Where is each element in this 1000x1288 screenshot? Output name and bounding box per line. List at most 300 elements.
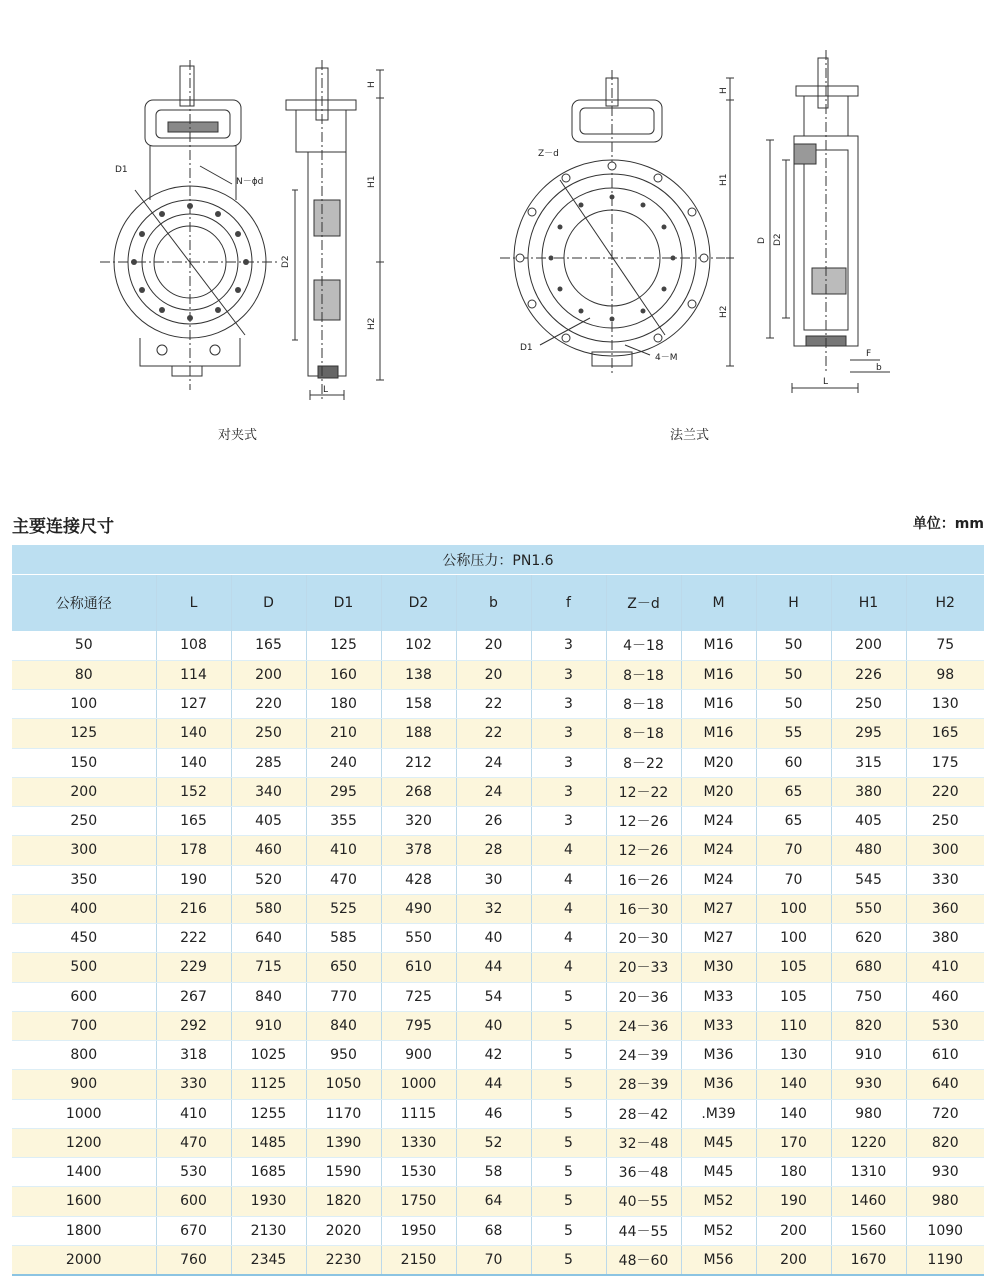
wafer-side-view [281,60,384,400]
table-cell: 180 [756,1158,831,1187]
table-cell: 40－55 [606,1187,681,1216]
table-cell: 5 [531,1099,606,1128]
table-cell: 428 [381,865,456,894]
table-cell: 1530 [381,1158,456,1187]
table-row [12,1011,984,1040]
table-row [12,1041,984,1070]
table-cell: 3 [531,631,606,660]
table-cell: 140 [756,1070,831,1099]
table-cell: 1000 [381,1070,456,1099]
table-cell: 26 [456,807,531,836]
column-header: b [456,575,531,632]
table-cell: 160 [306,660,381,689]
label-side-h1: H1 [367,175,377,188]
table-cell: 800 [12,1041,156,1070]
table-cell: 300 [906,836,984,865]
table-cell: 190 [156,865,231,894]
table-cell: 1190 [906,1245,984,1274]
table-cell: 355 [306,807,381,836]
table-cell: .M39 [681,1099,756,1128]
table-cell: 820 [831,1011,906,1040]
table-cell: 8－18 [606,690,681,719]
table-cell: 22 [456,690,531,719]
table-cell: 188 [381,719,456,748]
table-cell: 140 [756,1099,831,1128]
table-cell: 1255 [231,1099,306,1128]
table-cell: 250 [12,807,156,836]
table-cell: M27 [681,894,756,923]
table-cell: M56 [681,1245,756,1274]
table-cell: 760 [156,1245,231,1274]
table-cell: 200 [231,660,306,689]
table-cell: 16－30 [606,894,681,923]
table-cell: M36 [681,1041,756,1070]
column-header: D2 [381,575,456,632]
table-cell: 490 [381,894,456,923]
table-cell: 102 [381,631,456,660]
table-cell: 460 [231,836,306,865]
table-cell: 1820 [306,1187,381,1216]
table-cell: 4 [531,836,606,865]
label-flanged-d: D [757,237,767,244]
label-side-h: H [367,81,377,88]
label-n-phi-d: N－ϕd [236,177,264,187]
table-cell: 240 [306,748,381,777]
table-cell: M16 [681,631,756,660]
table-cell: 1600 [12,1187,156,1216]
table-cell: 820 [906,1128,984,1157]
table-cell: 158 [381,690,456,719]
table-cell: 350 [12,865,156,894]
table-cell: 36－48 [606,1158,681,1187]
table-cell: 55 [756,719,831,748]
table-cell: 44 [456,1070,531,1099]
table-cell: 40 [456,924,531,953]
table-cell: 220 [231,690,306,719]
column-header: 公称通径 [12,575,156,632]
table-cell: 140 [156,719,231,748]
table-cell: 20 [456,660,531,689]
table-cell: 212 [381,748,456,777]
table-cell: 360 [906,894,984,923]
table-cell: 980 [906,1187,984,1216]
column-header: H2 [906,575,984,632]
table-cell: 5 [531,1011,606,1040]
table-cell: 50 [756,690,831,719]
column-header: H [756,575,831,632]
column-header: D [231,575,306,632]
table-row [12,690,984,719]
table-cell: 3 [531,719,606,748]
table-cell: 2345 [231,1245,306,1274]
table-cell: 750 [831,982,906,1011]
table-cell: 410 [156,1099,231,1128]
table-cell: 1590 [306,1158,381,1187]
label-flanged-h: H [719,87,729,94]
table-cell: 98 [906,660,984,689]
table-cell: 5 [531,1128,606,1157]
table-row [12,1187,984,1216]
table-cell: 980 [831,1099,906,1128]
table-cell: 725 [381,982,456,1011]
table-cell: 114 [156,660,231,689]
table-cell: 3 [531,777,606,806]
table-cell: 75 [906,631,984,660]
table-cell: M45 [681,1128,756,1157]
table-cell: 530 [906,1011,984,1040]
table-cell: 460 [906,982,984,1011]
table-cell: 50 [12,631,156,660]
dimensions-table [12,545,984,1276]
table-cell: 2130 [231,1216,306,1245]
table-cell: 1000 [12,1099,156,1128]
table-cell: 1685 [231,1158,306,1187]
table-cell: 610 [381,953,456,982]
table-cell: 250 [906,807,984,836]
table-cell: 500 [12,953,156,982]
table-cell: 4 [531,953,606,982]
table-cell: 46 [456,1099,531,1128]
table-cell: 640 [906,1070,984,1099]
table-cell: 200 [756,1216,831,1245]
column-header: H1 [831,575,906,632]
table-cell: 640 [231,924,306,953]
table-cell: 600 [12,982,156,1011]
table-cell: 40 [456,1011,531,1040]
table-cell: 178 [156,836,231,865]
table-cell: 300 [12,836,156,865]
table-cell: 150 [12,748,156,777]
table-cell: 330 [156,1070,231,1099]
label-side-d2: D2 [281,255,291,268]
table-cell: 130 [906,690,984,719]
table-cell: M20 [681,748,756,777]
table-cell: 180 [306,690,381,719]
table-cell: 480 [831,836,906,865]
table-cell: 4 [531,865,606,894]
label-zd: Z－d [538,149,559,159]
valve-drawing-svg [0,0,1000,460]
table-row [12,1128,984,1157]
table-cell: 5 [531,1187,606,1216]
table-cell: 5 [531,1070,606,1099]
table-cell: 525 [306,894,381,923]
table-cell: 840 [231,982,306,1011]
table-cell: 250 [231,719,306,748]
table-cell: M33 [681,1011,756,1040]
table-cell: 140 [156,748,231,777]
table-cell: 650 [306,953,381,982]
table-row [12,1158,984,1187]
table-cell: 1115 [381,1099,456,1128]
table-cell: 450 [12,924,156,953]
table-cell: M20 [681,777,756,806]
table-cell: 5 [531,1158,606,1187]
table-cell: 285 [231,748,306,777]
table-cell: 1025 [231,1041,306,1070]
table-cell: 1090 [906,1216,984,1245]
table-cell: 1310 [831,1158,906,1187]
table-cell: 100 [12,690,156,719]
table-cell: 5 [531,1245,606,1274]
table-cell: 24 [456,777,531,806]
table-cell: 125 [306,631,381,660]
table-cell: 405 [831,807,906,836]
label-side-l: L [323,385,329,395]
table-cell: 229 [156,953,231,982]
table-cell: 320 [381,807,456,836]
table-cell: 12－22 [606,777,681,806]
table-cell: 70 [756,836,831,865]
table-cell: 268 [381,777,456,806]
table-row [12,777,984,806]
table-cell: 1220 [831,1128,906,1157]
table-cell: 315 [831,748,906,777]
table-cell: 200 [831,631,906,660]
table-cell: 105 [756,953,831,982]
table-cell: 226 [831,660,906,689]
table-cell: 220 [906,777,984,806]
table-cell: 8－18 [606,719,681,748]
table-cell: 910 [831,1041,906,1070]
table-cell: 378 [381,836,456,865]
table-cell: 125 [12,719,156,748]
table-cell: M33 [681,982,756,1011]
table-cell: 48－60 [606,1245,681,1274]
table-cell: 70 [756,865,831,894]
table-cell: 930 [831,1070,906,1099]
pressure-header: 公称压力：PN1.6 [12,545,984,575]
table-cell: 250 [831,690,906,719]
table-cell: 20－36 [606,982,681,1011]
table-cell: 108 [156,631,231,660]
table-cell: 1200 [12,1128,156,1157]
table-cell: 295 [306,777,381,806]
table-cell: 840 [306,1011,381,1040]
table-cell: 900 [381,1041,456,1070]
label-flanged-l: L [823,377,829,387]
table-cell: 610 [906,1041,984,1070]
table-cell: 58 [456,1158,531,1187]
table-cell: 175 [906,748,984,777]
label-flanged-d2: D2 [773,233,783,246]
table-cell: 28－39 [606,1070,681,1099]
table-row [12,982,984,1011]
table-cell: 24－36 [606,1011,681,1040]
table-cell: 1125 [231,1070,306,1099]
table-cell: 550 [831,894,906,923]
table-cell: 24－39 [606,1041,681,1070]
table-cell: 170 [756,1128,831,1157]
table-cell: 530 [156,1158,231,1187]
table-cell: 550 [381,924,456,953]
table-cell: 30 [456,865,531,894]
table-row [12,953,984,982]
table-body [12,631,984,1275]
table-cell: 80 [12,660,156,689]
table-cell: 216 [156,894,231,923]
table-cell: M45 [681,1158,756,1187]
table-cell: M24 [681,836,756,865]
caption-wafer-type: 对夹式 [218,428,258,443]
table-cell: 585 [306,924,381,953]
table-cell: 670 [156,1216,231,1245]
table-cell: 340 [231,777,306,806]
flanged-front-view [500,70,734,375]
table-cell: 1670 [831,1245,906,1274]
table-row [12,836,984,865]
table-row [12,924,984,953]
table-cell: 4 [531,924,606,953]
table-cell: 1390 [306,1128,381,1157]
table-cell: 20－33 [606,953,681,982]
unit-label: 单位：mm [912,516,984,532]
table-cell: 210 [306,719,381,748]
table-cell: 8－22 [606,748,681,777]
table-cell: 165 [156,807,231,836]
table-cell: 28 [456,836,531,865]
table-cell: 680 [831,953,906,982]
table-cell: 200 [12,777,156,806]
table-cell: 4 [531,894,606,923]
table-cell: 20 [456,631,531,660]
table-cell: 5 [531,982,606,1011]
table-cell: 470 [306,865,381,894]
table-cell: 22 [456,719,531,748]
table-cell: 2020 [306,1216,381,1245]
table-row [12,1099,984,1128]
table-cell: 42 [456,1041,531,1070]
table-cell: 165 [906,719,984,748]
technical-drawings [0,0,1000,460]
table-cell: 910 [231,1011,306,1040]
table-cell: 700 [12,1011,156,1040]
table-cell: 620 [831,924,906,953]
table-cell: 545 [831,865,906,894]
table-cell: 24 [456,748,531,777]
table-cell: 600 [156,1187,231,1216]
table-cell: 1485 [231,1128,306,1157]
table-cell: M16 [681,719,756,748]
table-cell: 1170 [306,1099,381,1128]
table-cell: M24 [681,807,756,836]
table-cell: 580 [231,894,306,923]
table-row [12,865,984,894]
table-cell: 405 [231,807,306,836]
table-cell: 3 [531,748,606,777]
table-cell: 32－48 [606,1128,681,1157]
table-cell: 400 [12,894,156,923]
table-cell: 138 [381,660,456,689]
table-cell: M27 [681,924,756,953]
table-cell: 190 [756,1187,831,1216]
table-cell: 222 [156,924,231,953]
table-cell: 20－30 [606,924,681,953]
label-flanged-b: b [876,363,882,373]
table-cell: 3 [531,807,606,836]
section-title: 主要连接尺寸 [12,517,114,537]
table-cell: M30 [681,953,756,982]
table-cell: 1560 [831,1216,906,1245]
table-cell: 770 [306,982,381,1011]
table-cell: M36 [681,1070,756,1099]
table-cell: 32 [456,894,531,923]
table-cell: 295 [831,719,906,748]
column-header-row [12,575,984,632]
table-cell: 930 [906,1158,984,1187]
label-d1: D1 [115,165,128,175]
table-row [12,807,984,836]
table-cell: 795 [381,1011,456,1040]
table-cell: 152 [156,777,231,806]
table-cell: 54 [456,982,531,1011]
column-header: L [156,575,231,632]
table-cell: 5 [531,1041,606,1070]
table-cell: 410 [306,836,381,865]
table-cell: 68 [456,1216,531,1245]
table-cell: 50 [756,631,831,660]
table-cell: 12－26 [606,836,681,865]
table-cell: 1050 [306,1070,381,1099]
flanged-side-view [757,50,890,393]
table-row [12,660,984,689]
label-flanged-f: F [866,349,872,359]
table-cell: 410 [906,953,984,982]
table-cell: 28－42 [606,1099,681,1128]
table-cell: 1330 [381,1128,456,1157]
table-cell: M24 [681,865,756,894]
table-cell: 8－18 [606,660,681,689]
table-cell: 950 [306,1041,381,1070]
table-cell: 318 [156,1041,231,1070]
table-cell: 44－55 [606,1216,681,1245]
table-cell: 65 [756,777,831,806]
table-row [12,1070,984,1099]
table-cell: 1400 [12,1158,156,1187]
table-cell: 200 [756,1245,831,1274]
table-row [12,719,984,748]
table-cell: 52 [456,1128,531,1157]
caption-flanged-type: 法兰式 [670,428,710,443]
table-cell: 44 [456,953,531,982]
table-cell: 267 [156,982,231,1011]
table-cell: 720 [906,1099,984,1128]
table-cell: 100 [756,924,831,953]
label-side-h2: H2 [367,317,377,330]
table-cell: 2000 [12,1245,156,1274]
table-cell: 380 [906,924,984,953]
table-cell: 3 [531,660,606,689]
table-cell: 60 [756,748,831,777]
table-cell: 292 [156,1011,231,1040]
table-cell: 12－26 [606,807,681,836]
table-cell: 715 [231,953,306,982]
table-cell: 900 [12,1070,156,1099]
table-cell: 130 [756,1041,831,1070]
table-cell: M16 [681,690,756,719]
label-4m: 4－M [655,353,678,363]
table-cell: M52 [681,1187,756,1216]
column-header: D1 [306,575,381,632]
table-cell: 50 [756,660,831,689]
table-cell: 1930 [231,1187,306,1216]
table-cell: 5 [531,1216,606,1245]
table-cell: 100 [756,894,831,923]
table-cell: 1800 [12,1216,156,1245]
column-header: Z－d [606,575,681,632]
label-flanged-h1: H1 [719,173,729,186]
table-cell: 1950 [381,1216,456,1245]
